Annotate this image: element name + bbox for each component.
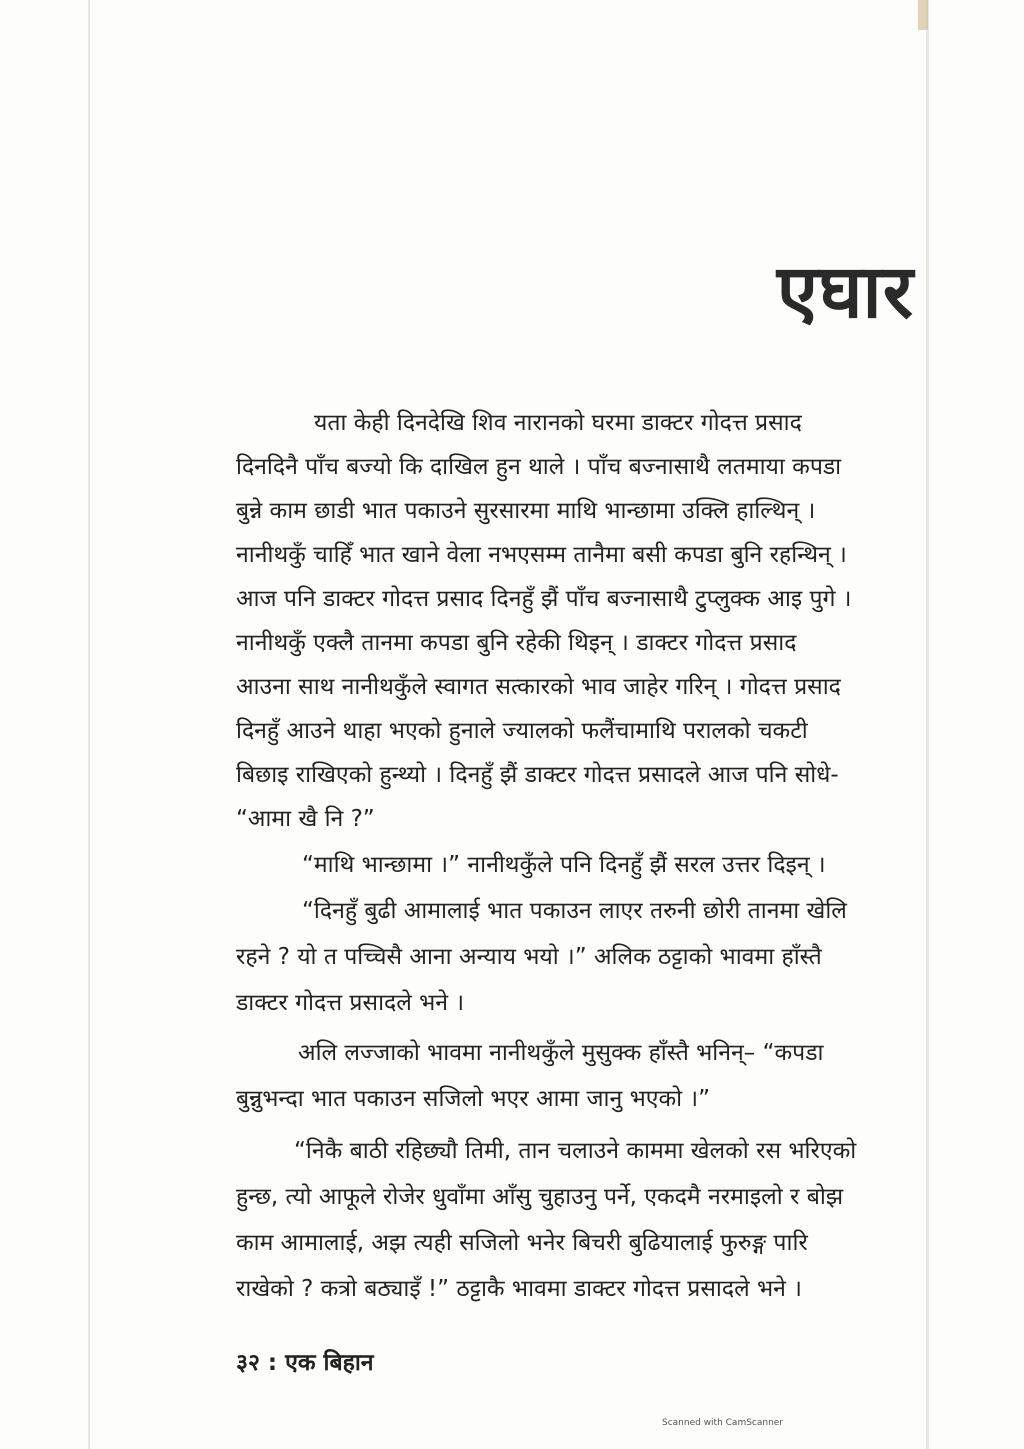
text-line: अलि लज्जाको भावमा नानीथकुँले मुसुक्क हाँस्तै भनिन्– “कपडा xyxy=(298,1040,824,1066)
text-line: नानीथकुँ चाहिँ भात खाने वेला नभएसम्म तानैमा बसी कपडा बुनि रहन्थिन् । xyxy=(236,542,847,568)
text-line: डाक्टर गोदत्त प्रसादले भने । xyxy=(236,990,465,1016)
text-line: काम आमालाई, अझ त्यही सजिलो भनेर बिचरी बुढियालाई फुरुङ्ग पारि xyxy=(236,1230,808,1256)
scan-left-edge xyxy=(88,0,90,1449)
scanner-watermark: Scanned with CamScanner xyxy=(662,1418,784,1428)
text-line: रहने ? यो त पच्चिसै आना अन्याय भयो ।” अलिक ठट्टाको भावमा हाँस्तै xyxy=(236,944,822,970)
text-line: “दिनहुँ बुढी आमालाई भात पकाउन लाएर तरुनी छोरी तानमा खेलि xyxy=(302,898,847,924)
text-line: राखेको ? कत्रो बठ्याइँ !” ठट्टाकै भावमा डाक्टर गोदत्त प्रसादले भने । xyxy=(236,1276,802,1302)
text-line: बिछाइ राखिएको हुन्थ्यो । दिनहुँ झैं डाक्टर गोदत्त प्रसादले आज पनि सोधे- xyxy=(236,762,839,788)
text-line: यता केही दिनदेखि शिव नारानको घरमा डाक्टर गोदत्त प्रसाद xyxy=(314,410,802,436)
scan-right-edge xyxy=(926,0,929,1449)
text-line: आउना साथ नानीथकुँले स्वागत सत्कारको भाव जाहेर गरिन् । गोदत्त प्रसाद xyxy=(236,674,841,700)
chapter-title: एघार xyxy=(776,249,914,335)
text-line: आज पनि डाक्टर गोदत्त प्रसाद दिनहुँ झैं पाँच बज्नासाथै टुप्लुक्क आइ पुगे । xyxy=(236,586,852,612)
scan-corner-mark xyxy=(918,0,928,30)
text-line: बुन्नुभन्दा भात पकाउन सजिलो भएर आमा जानु भएको ।” xyxy=(236,1086,711,1112)
text-line: नानीथकुँ एक्लै तानमा कपडा बुनि रहेकी थिइन् । डाक्टर गोदत्त प्रसाद xyxy=(236,630,797,656)
text-line: हुन्छ, त्यो आफूले रोजेर धुवाँमा आँसु चुहाउनु पर्ने, एकदमै नरमाइलो र बोझ xyxy=(236,1184,844,1210)
text-line: दिनदिनै पाँच बज्यो कि दाखिल हुन थाले । पाँच बज्नासाथै लतमाया कपडा xyxy=(236,454,842,480)
text-line: “आमा खै नि ?” xyxy=(236,806,375,832)
text-line: “निकै बाठी रहिछ्यौ तिमी, तान चलाउने काममा खेलको रस भरिएको xyxy=(294,1138,857,1164)
text-line: “माथि भान्छामा ।” नानीथकुँले पनि दिनहुँ झैं सरल उत्तर दिइन् । xyxy=(302,852,826,878)
text-line: दिनहुँ आउने थाहा भएको हुनाले ज्यालको फलैंचामाथि परालको चकटी xyxy=(236,718,808,744)
text-line: बुन्ने काम छाडी भात पकाउने सुरसारमा माथि भान्छामा उक्लि हाल्थिन् । xyxy=(236,498,816,524)
page-footer: ३२ : एक बिहान xyxy=(236,1350,374,1376)
